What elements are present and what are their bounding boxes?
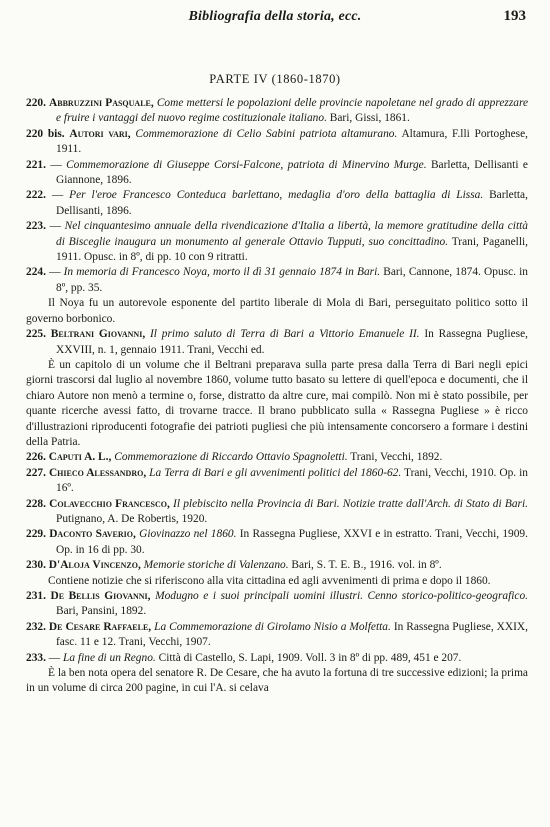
entry-number: 220. — [26, 97, 46, 109]
entry-author: Chieco Alessandro, — [48, 466, 147, 479]
entry-author: Beltrani Giovanni, — [50, 328, 146, 341]
bibliography-entry — [26, 589, 528, 620]
bibliography-entry — [26, 527, 528, 558]
entry-publication: Trani, Vecchi, 1910. Op. in 16º. — [56, 466, 528, 495]
entry-note: Contiene notizie che si riferiscono alla vita cittadina ed agli avvenimenti di prima e dopo il 1860. — [48, 574, 491, 587]
entry-title: La Commemorazione di Girolamo Nisio a Molfetta. — [154, 620, 391, 633]
bibliography-entry — [26, 127, 528, 158]
page-number: 193 — [503, 8, 526, 24]
entry-publication: Putignano, A. De Robertis, 1920. — [56, 512, 208, 525]
bibliography-body — [26, 96, 528, 697]
entry-number: 231. — [26, 590, 46, 602]
entry-title: Giovinazzo nel 1860. — [139, 528, 237, 541]
page-header — [0, 9, 550, 29]
bibliography-entry — [26, 96, 528, 127]
entry-number: 221. — [26, 158, 46, 171]
entry-publication: Trani, Vecchi, 1892. — [350, 451, 443, 464]
entry-publication: Barletta, Dellisanti e Giannone, 1896. — [56, 158, 528, 187]
bibliography-entry — [26, 620, 528, 651]
bibliography-entry — [26, 265, 528, 296]
entry-title: Per l'eroe Francesco Conteduca barlettano, medaglia d'oro della battaglia di Lissa. — [69, 189, 484, 202]
entry-publication: Trani, Paganelli, 1911. Opusc. in 8º, di pp. 10 con 9 ritratti. — [56, 235, 528, 264]
ditto-dash: — — [48, 651, 61, 664]
entry-author: Autori vari, — [69, 127, 131, 140]
entry-publication: Bari, S. T. E. B., 1916. vol. in 8º. — [291, 559, 442, 572]
entry-publication: Città di Castello, S. Lapi, 1909. Voll. 3 in 8º di pp. 489, 451 e 207. — [158, 651, 462, 664]
section-title: PARTE IV (1860-1870) — [209, 72, 341, 86]
bibliography-entry — [26, 651, 528, 666]
bibliography-entry — [26, 497, 528, 528]
entry-title: In memoria di Francesco Noya, morto il dì 31 gennaio 1874 in Bari. — [63, 266, 381, 279]
bibliography-entry — [26, 327, 528, 358]
entry-author: De Bellis Giovanni, — [50, 590, 151, 602]
bibliography-entry — [26, 450, 528, 465]
entry-note: Il Noya fu un autorevole esponente del partito liberale di Mola di Bari, perseguitato politico sotto il governo borbonico. — [26, 297, 528, 325]
entry-number: 227. — [26, 466, 46, 479]
entry-publication: Bari, Cannone, 1874. Opusc. in 8º, pp. 35. — [56, 266, 528, 294]
ditto-dash: — — [51, 189, 64, 202]
entry-title: Memorie storiche di Valenzano. — [143, 559, 289, 572]
bibliography-entry — [26, 219, 528, 265]
ditto-dash: — — [50, 158, 62, 171]
entry-title: Nel cinquantesimo annuale della rivendicazione d'Italia a libertà, la memore gratitudine della città di Bisceglie inaugura un monumento al generale Ottavio Tupputi, suo concittadino. — [56, 220, 528, 248]
entry-author: Abbruzzini Pasquale, — [49, 97, 154, 109]
entry-number: 224. — [26, 266, 46, 279]
entry-author: D'Aloja Vincenzo, — [48, 559, 141, 572]
entry-number: 233. — [26, 651, 46, 664]
entry-publication: In Rassegna Pugliese, XXVI e in estratto. Trani, Vecchi, 1909. Op. in 16 di pp. 30. — [56, 528, 528, 556]
entry-title: Il plebiscito nella Provincia di Bari. Notizie tratte dall'Arch. di Stato di Bari. — [173, 497, 528, 510]
entry-publication: Barletta, Dellisanti, 1896. — [56, 189, 528, 217]
ditto-dash: — — [49, 266, 61, 279]
entry-title: Commemorazione di Riccardo Ottavio Spagnoletti. — [114, 451, 348, 464]
bibliography-entry — [26, 558, 528, 573]
entry-title: La Terra di Bari e gli avvenimenti politici del 1860-62. — [149, 466, 402, 479]
entry-number: 225. — [26, 328, 46, 341]
entry-note: È un capitolo di un volume che il Beltrani preparava sulla parte presa dalla Terra di Bari negli epici giorni trascorsi dal luglio al novembre 1860, volume tutto basato su lettere di quell'epoca e documenti, che il chiaro Autore non menò a termine o, forse, distratto da altre cure, mai compilò. Non mi è stato possibile, per quante ricerche avessi fatto, di trovarne tracce. Il brano pubblicato sulla « Rassegna Pugliese » è ricco d'illustrazioni riproducenti fotografie dei patrioti pugliesi che più intensamente concorsero a formare i destini della Patria. — [26, 358, 528, 448]
entry-number: 223. — [26, 220, 46, 233]
entry-number: 229. — [26, 528, 46, 541]
bibliography-entry — [26, 466, 528, 497]
ditto-dash: — — [49, 220, 61, 233]
entry-number: 222. — [26, 189, 46, 202]
entry-title: Modugno e i suoi principali uomini illustri. Cenno storico-politico-geografico. — [155, 590, 528, 602]
entry-title: Come mettersi le popolazioni delle provincie napoletane nel grado di apprezzare e fruire i vantaggi del nuovo regime costituzionale italiano. — [56, 97, 529, 125]
entry-publication: In Rassegna Pugliese, XXVIII, n. 1, gennaio 1911. Trani, Vecchi ed. — [56, 328, 528, 356]
entry-title: Il primo saluto di Terra di Bari a Vittorio Emanuele II. — [150, 328, 420, 341]
entry-publication: Bari, Pansini, 1892. — [56, 605, 147, 618]
entry-number: 226. — [26, 451, 46, 464]
entry-number: 228. — [26, 497, 46, 510]
entry-number: 232. — [26, 620, 46, 633]
entry-title: Commemorazione di Celio Sabini patriota altamurano. — [135, 127, 398, 140]
entry-number: 220 bis. — [26, 127, 65, 140]
entry-publication: Bari, Gissi, 1861. — [329, 112, 410, 125]
entry-title: La fine di un Regno. — [63, 651, 156, 664]
bibliography-entry — [26, 158, 528, 189]
entry-author: De Cesare Raffaele, — [48, 620, 152, 633]
entry-author: Daconto Saverio, — [49, 528, 136, 541]
bibliography-entry — [26, 188, 528, 219]
entry-publication: In Rassegna Pugliese, XXIX, fasc. 11 e 12. Trani, Vecchi, 1907. — [56, 620, 528, 649]
entry-number: 230. — [26, 559, 46, 572]
entry-note: È la ben nota opera del senatore R. De Cesare, che ha avuto la fortuna di tre successive edizioni; la prima in un volume di circa 200 pagine, in cui l'A. si celava — [26, 667, 528, 695]
entry-author: Colavecchio Francesco, — [49, 497, 170, 510]
entry-title: Commemorazione di Giuseppe Corsi-Falcone, patriota di Minervino Murge. — [66, 158, 427, 171]
running-title: Bibliografia della storia, ecc. — [188, 9, 362, 24]
entry-publication: Altamura, F.lli Portoghese, 1911. — [56, 127, 528, 156]
entry-author: Caputi A. L., — [48, 451, 112, 464]
